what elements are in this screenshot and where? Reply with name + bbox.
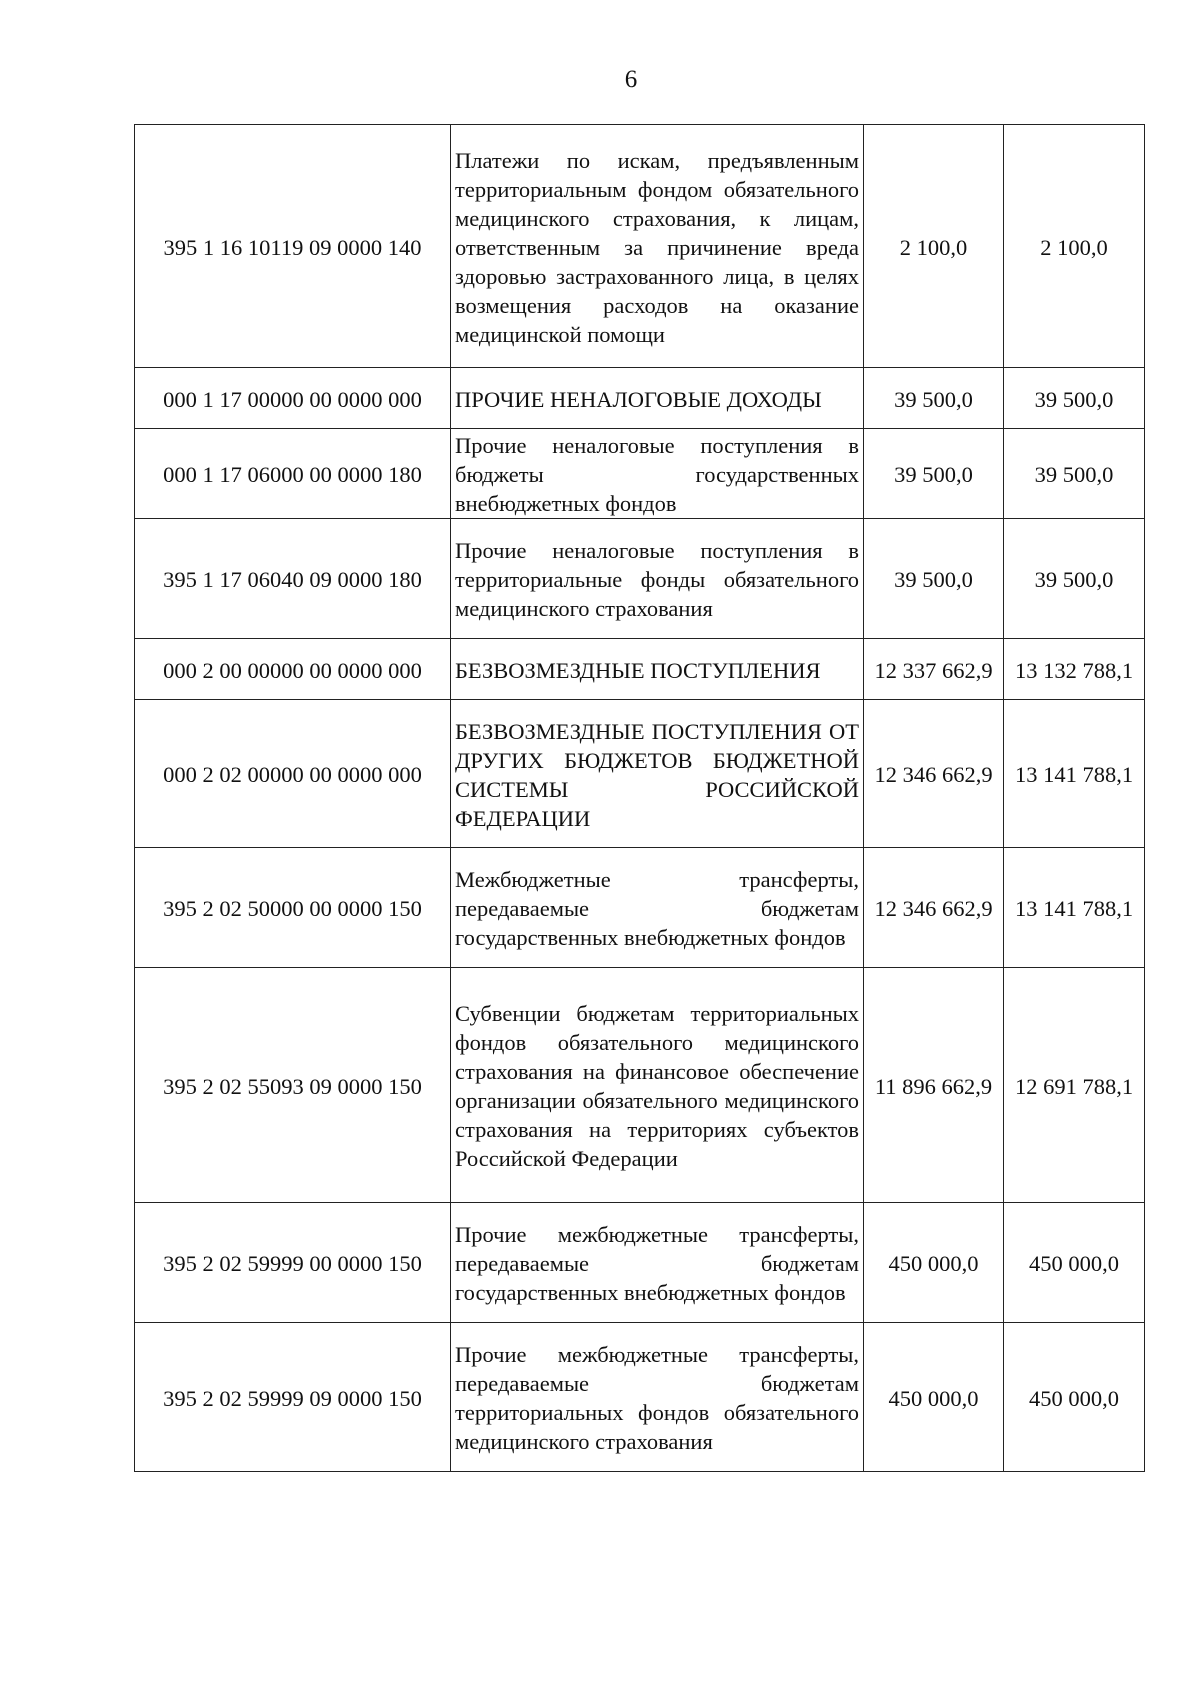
table-row xyxy=(135,429,1145,519)
revenue-code-cell: 000 2 00 00000 00 0000 000 xyxy=(135,639,451,700)
amount-second-year-cell: 450 000,0 xyxy=(1004,1323,1145,1472)
revenue-name-cell: Прочие межбюджетные трансферты, передаваемые бюджетам государственных внебюджетных фондов xyxy=(451,1203,864,1323)
revenue-code-cell: 395 2 02 59999 09 0000 150 xyxy=(135,1323,451,1472)
revenue-name-cell: БЕЗВОЗМЕЗДНЫЕ ПОСТУПЛЕНИЯ xyxy=(451,639,864,700)
page-number: 6 xyxy=(624,66,638,93)
revenue-name-cell: Прочие неналоговые поступления в территориальные фонды обязательного медицинского страхования xyxy=(451,519,864,639)
amount-second-year-cell: 13 141 788,1 xyxy=(1004,848,1145,968)
revenue-code-cell: 395 2 02 55093 09 0000 150 xyxy=(135,968,451,1203)
amount-first-year-cell: 450 000,0 xyxy=(864,1203,1004,1323)
amount-second-year-cell: 39 500,0 xyxy=(1004,429,1145,519)
revenue-name-cell: Межбюджетные трансферты, передаваемые бюджетам государственных внебюджетных фондов xyxy=(451,848,864,968)
revenue-code-cell: 000 1 17 00000 00 0000 000 xyxy=(135,368,451,429)
table-row xyxy=(135,519,1145,639)
amount-second-year-cell: 13 132 788,1 xyxy=(1004,639,1145,700)
revenue-code-cell: 000 1 17 06000 00 0000 180 xyxy=(135,429,451,519)
revenue-code-cell: 395 1 17 06040 09 0000 180 xyxy=(135,519,451,639)
revenue-name-cell: Прочие межбюджетные трансферты, передаваемые бюджетам территориальных фондов обязательного медицинского страхования xyxy=(451,1323,864,1472)
table-row xyxy=(135,848,1145,968)
table-row xyxy=(135,125,1145,368)
table-row xyxy=(135,1203,1145,1323)
revenue-code-cell: 395 2 02 50000 00 0000 150 xyxy=(135,848,451,968)
revenue-code-cell: 395 1 16 10119 09 0000 140 xyxy=(135,125,451,368)
table-row xyxy=(135,1323,1145,1472)
amount-second-year-cell: 12 691 788,1 xyxy=(1004,968,1145,1203)
revenue-name-cell: БЕЗВОЗМЕЗДНЫЕ ПОСТУПЛЕНИЯ ОТ ДРУГИХ БЮДЖЕТОВ БЮДЖЕТНОЙ СИСТЕМЫ РОССИЙСКОЙ ФЕДЕРАЦИИ xyxy=(451,700,864,848)
amount-first-year-cell: 12 346 662,9 xyxy=(864,700,1004,848)
revenue-code-cell: 395 2 02 59999 00 0000 150 xyxy=(135,1203,451,1323)
amount-second-year-cell: 39 500,0 xyxy=(1004,368,1145,429)
amount-second-year-cell: 2 100,0 xyxy=(1004,125,1145,368)
revenue-name-cell: ПРОЧИЕ НЕНАЛОГОВЫЕ ДОХОДЫ xyxy=(451,368,864,429)
table-row xyxy=(135,968,1145,1203)
amount-first-year-cell: 2 100,0 xyxy=(864,125,1004,368)
amount-first-year-cell: 12 346 662,9 xyxy=(864,848,1004,968)
table-row xyxy=(135,700,1145,848)
amount-second-year-cell: 450 000,0 xyxy=(1004,1203,1145,1323)
amount-first-year-cell: 39 500,0 xyxy=(864,519,1004,639)
amount-first-year-cell: 11 896 662,9 xyxy=(864,968,1004,1203)
amount-first-year-cell: 12 337 662,9 xyxy=(864,639,1004,700)
table-row xyxy=(135,368,1145,429)
amount-first-year-cell: 450 000,0 xyxy=(864,1323,1004,1472)
amount-first-year-cell: 39 500,0 xyxy=(864,429,1004,519)
revenue-name-cell: Платежи по искам, предъявленным территориальным фондом обязательного медицинского страхования, к лицам, ответственным за причинение вреда здоровью застрахованного лица, в целях возмещения расходов на оказание медицинской помощи xyxy=(451,125,864,368)
amount-second-year-cell: 13 141 788,1 xyxy=(1004,700,1145,848)
table-row xyxy=(135,639,1145,700)
revenue-name-cell: Прочие неналоговые поступления в бюджеты государственных внебюджетных фондов xyxy=(451,429,864,519)
amount-first-year-cell: 39 500,0 xyxy=(864,368,1004,429)
revenue-code-cell: 000 2 02 00000 00 0000 000 xyxy=(135,700,451,848)
amount-second-year-cell: 39 500,0 xyxy=(1004,519,1145,639)
budget-revenue-table xyxy=(134,124,1145,1472)
revenue-name-cell: Субвенции бюджетам территориальных фондов обязательного медицинского страхования на финансовое обеспечение организации обязательного медицинского страхования на территориях субъектов Российской Федерации xyxy=(451,968,864,1203)
